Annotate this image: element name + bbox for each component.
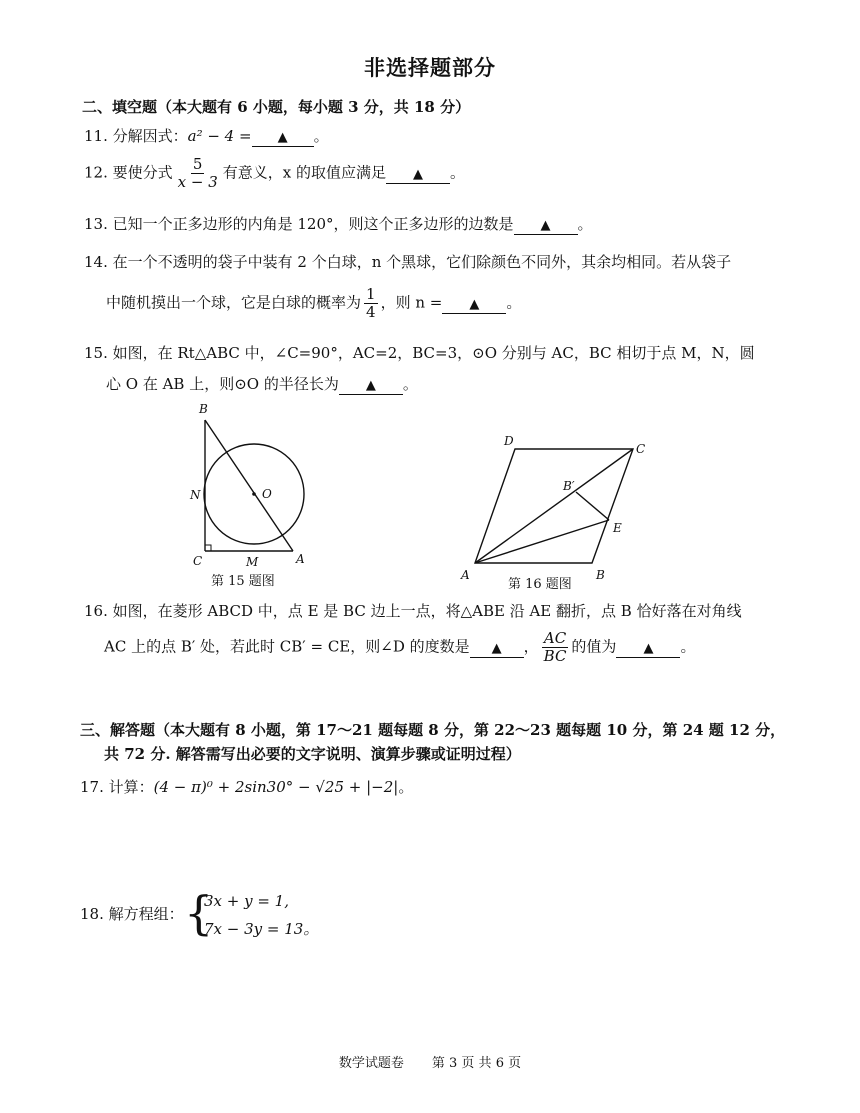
q12-numerator: 5	[192, 155, 203, 173]
q16-numerator: AC	[543, 629, 567, 647]
footer-subject: 数学试题卷	[338, 1056, 404, 1071]
fig16-label-d: D	[504, 434, 514, 448]
q17-suffix: 。	[398, 778, 414, 796]
q12-answer-blank	[386, 165, 450, 184]
fig16-label-e: E	[613, 521, 622, 535]
q12-middle: 有意义，x 的取值应满足	[222, 163, 386, 182]
fig16-segment-b-prime-e	[576, 492, 609, 520]
q13-text: 13. 已知一个正多边形的内角是 120°，则这个正多边形的边数是	[84, 215, 514, 233]
answer-triangle-icon: ▲	[540, 218, 551, 233]
q11-suffix: 。	[313, 127, 329, 145]
footer-page-number: 第 3 页 共 6 页	[431, 1056, 522, 1071]
fig15-label-c: C	[193, 554, 203, 568]
q13-answer-blank	[514, 216, 578, 235]
q16-answer-blank-1	[470, 639, 524, 658]
q16-denominator: BC	[543, 647, 567, 665]
page-footer	[0, 1052, 860, 1071]
q16-separator: ，	[523, 637, 539, 656]
question-16-line-1: 16. 如图，在菱形 ABCD 中，点 E 是 BC 边上一点，将△ABE 沿 AE 翻折，点 B 恰好落在对角线	[84, 602, 742, 620]
question-18: 18. 解方程组：	[80, 905, 184, 923]
q12-suffix: 。	[449, 163, 465, 182]
fig15-label-n: N	[190, 488, 201, 502]
question-14-line-2	[106, 286, 521, 321]
answer-triangle-icon: ▲	[469, 296, 480, 312]
fig15-label-m: M	[246, 555, 259, 569]
fig15-right-angle-mark	[205, 545, 211, 551]
q14-line2-middle: ，则 n =	[380, 293, 443, 312]
q12-fraction	[176, 156, 220, 191]
section-3-heading-line-2: 共 72 分. 解答需写出必要的文字说明、演算步骤或证明过程）	[104, 745, 521, 763]
fig16-label-b: B	[596, 568, 605, 582]
fig16-label-a: A	[461, 568, 470, 582]
question-15-line-1: 15. 如图，在 Rt△ABC 中，∠C=90°，AC=2，BC=3，⊙O 分别与 AC，BC 相切于点 M，N，圆	[84, 344, 755, 362]
answer-triangle-icon: ▲	[643, 640, 654, 656]
q14-answer-blank	[442, 295, 506, 314]
q18-equation-1: 3x + y = 1,	[204, 892, 289, 910]
q17-expression: (4 − π)⁰ + 2sin30° − √25 + |−2|	[153, 778, 399, 796]
q11-expression: a² − 4 =	[187, 127, 252, 145]
fig15-label-b: B	[199, 402, 208, 416]
q14-denominator: 4	[366, 303, 376, 321]
q16-suffix: 。	[680, 637, 696, 656]
fig16-label-b-prime: B′	[563, 479, 575, 493]
question-12	[84, 156, 465, 191]
answer-triangle-icon: ▲	[277, 130, 288, 145]
figure-16-caption: 第 16 题图	[508, 577, 572, 592]
q14-suffix: 。	[506, 293, 522, 312]
figure-15-diagram	[180, 398, 330, 588]
q18-brace: {	[184, 886, 214, 940]
question-15-line-2	[106, 373, 418, 395]
section-3-heading-line-1: 三、解答题（本大题有 8 小题，第 17～21 题每题 8 分，第 22～23 题每题 10 分，第 24 题 12 分，	[80, 721, 786, 739]
fig15-label-o: O	[262, 487, 272, 501]
fig16-segment-ae	[475, 520, 609, 563]
q13-suffix: 。	[577, 215, 593, 233]
fig15-center-dot	[252, 492, 256, 496]
q12-denominator: x − 3	[177, 173, 218, 191]
question-16-line-2	[104, 630, 695, 665]
q17-prefix: 17. 计算：	[80, 778, 154, 796]
fig16-label-c: C	[636, 442, 646, 456]
q15-answer-blank	[339, 376, 403, 395]
fig16-diagonal-ac	[475, 449, 633, 563]
figure-16-diagram	[455, 432, 655, 584]
q16-line2-prefix: AC 上的点 B′ 处，若此时 CB′ = CE，则∠D 的度数是	[104, 637, 470, 656]
question-13	[84, 213, 593, 235]
question-17	[80, 776, 413, 797]
figure-15-caption: 第 15 题图	[211, 574, 275, 589]
q16-line2-middle: 的值为	[571, 637, 617, 656]
section-2-heading: 二、填空题（本大题有 6 小题，每小题 3 分，共 18 分）	[82, 98, 471, 116]
fig15-label-a: A	[296, 552, 305, 566]
q15-suffix: 。	[402, 375, 418, 393]
answer-triangle-icon: ▲	[491, 640, 502, 656]
q18-equation-2: 7x − 3y = 13。	[204, 920, 319, 938]
q15-line2-text: 心 O 在 AB 上，则⊙O 的半径长为	[106, 375, 339, 393]
q14-line2-prefix: 中随机摸出一个球，它是白球的概率为	[106, 293, 362, 312]
answer-triangle-icon: ▲	[365, 378, 376, 393]
q11-answer-blank	[252, 128, 314, 147]
page-title: 非选择题部分	[364, 55, 496, 80]
q16-fraction	[542, 630, 569, 665]
q14-numerator: 1	[366, 285, 376, 303]
question-11	[84, 125, 329, 147]
q11-prefix: 11. 分解因式：	[84, 127, 188, 145]
q12-prefix: 12. 要使分式	[84, 163, 173, 182]
q16-answer-blank-2	[616, 639, 680, 658]
question-14-line-1: 14. 在一个不透明的袋子中装有 2 个白球，n 个黑球，它们除颜色不同外，其余均相同。若从袋子	[84, 253, 732, 271]
q14-fraction	[364, 286, 378, 321]
fig15-side-ab	[205, 420, 293, 551]
answer-triangle-icon: ▲	[412, 166, 423, 182]
